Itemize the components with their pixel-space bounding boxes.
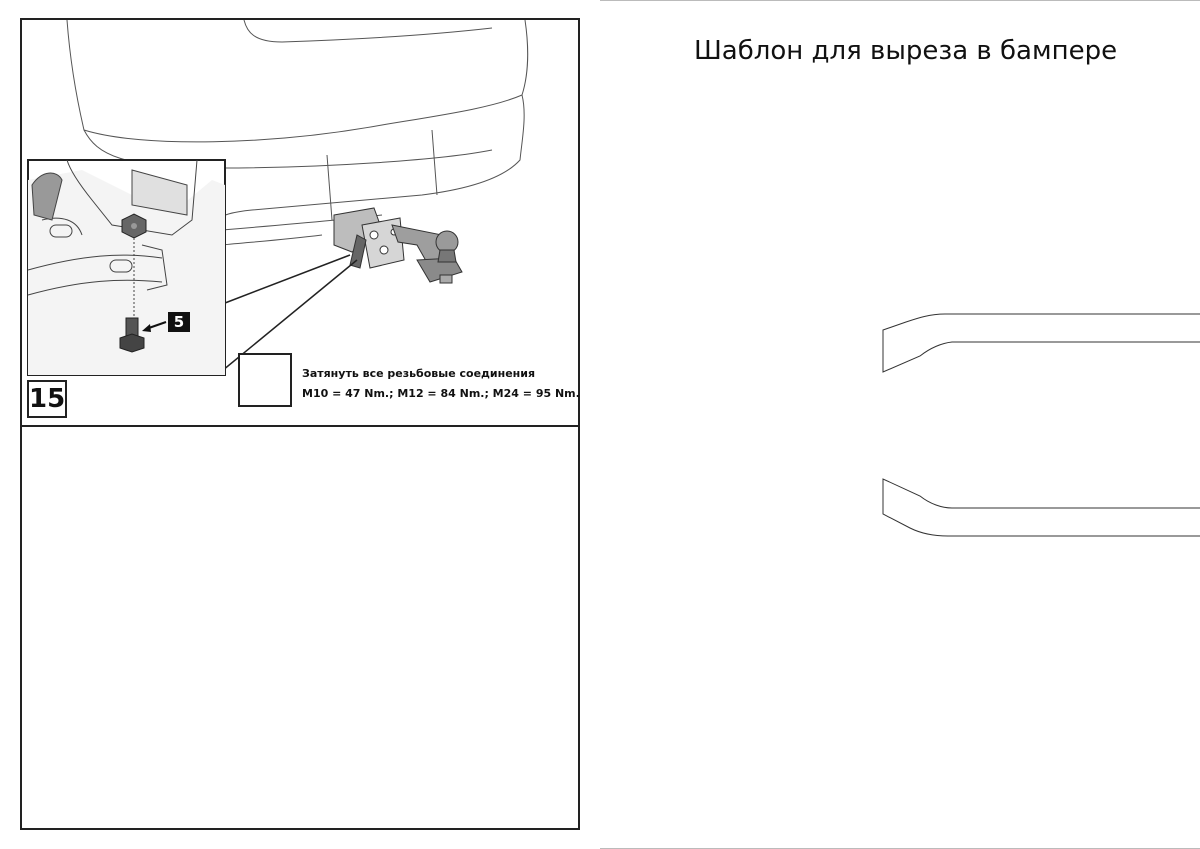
torque-wrench-icon-box [238,353,292,407]
part-callout: 5 [168,312,190,332]
template-title: Шаблон для выреза в бампере [694,36,1118,66]
torque-values: M10 = 47 Nm.; M12 = 84 Nm.; M24 = 95 Nm. [302,387,580,400]
bumper-cutout-template [600,0,1200,849]
torque-instructions [302,364,580,404]
torque-heading: Затянуть все резьбовые соединения [302,367,536,380]
section-divider [22,425,578,427]
step-number: 15 [27,380,67,418]
template-upper-cut-line [883,314,1200,372]
template-lower-cut-line [883,479,1200,536]
instruction-page [20,18,580,830]
